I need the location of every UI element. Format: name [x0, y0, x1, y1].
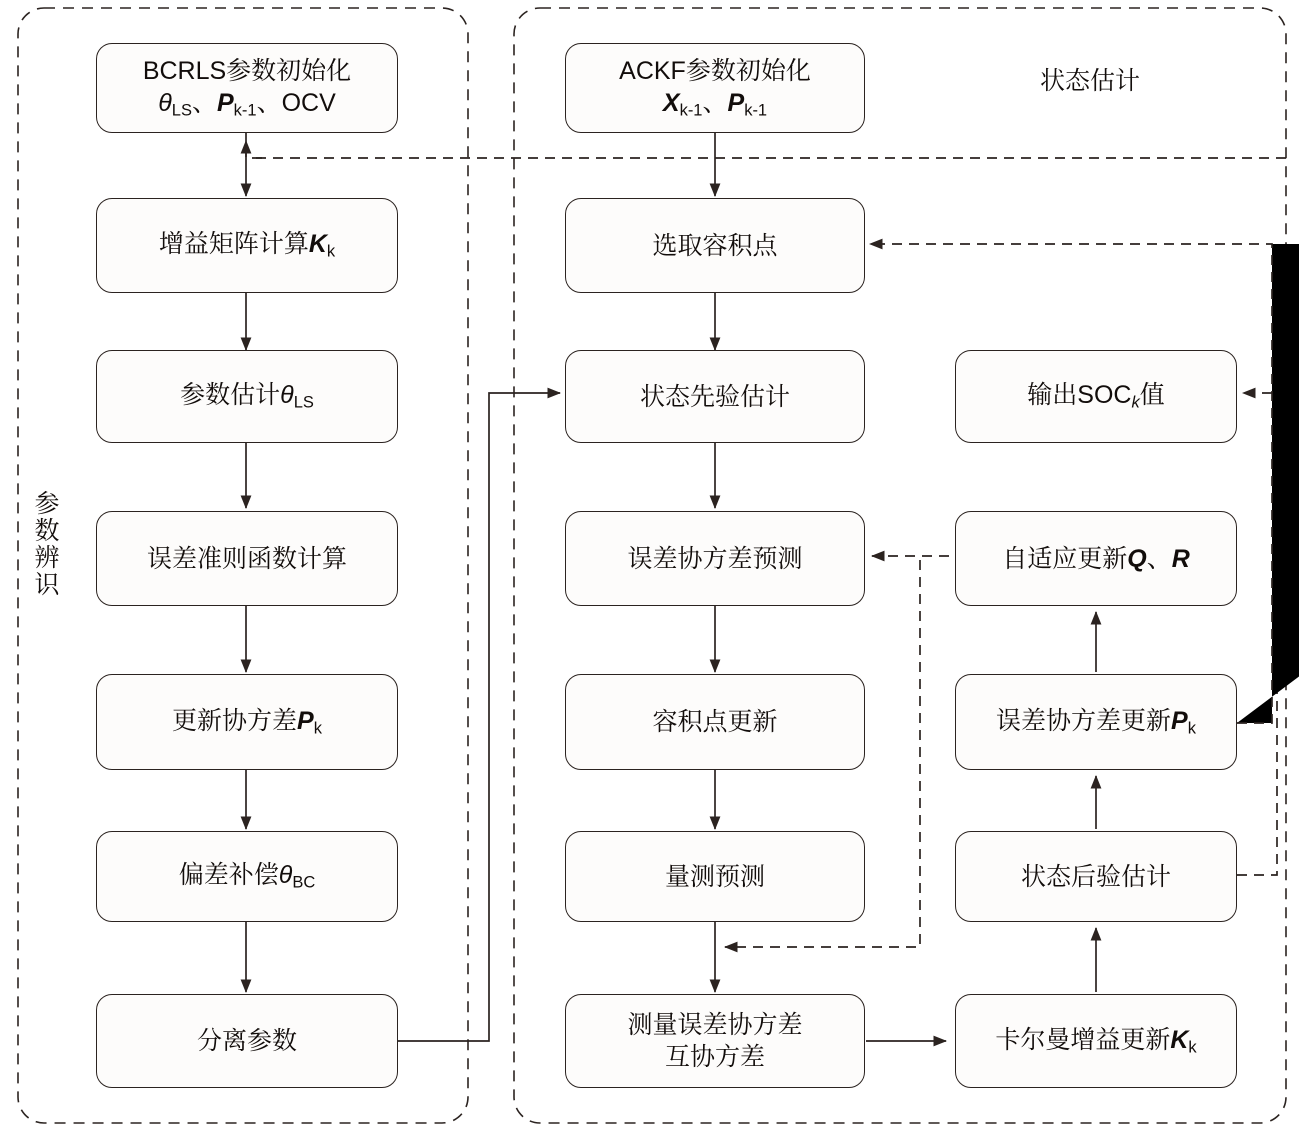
node-gain-matrix-text: 增益矩阵计算$K_k$ [158, 230, 336, 261]
node-separate-parameters[interactable] [96, 994, 398, 1088]
node-posterior-state-estimate-text: 状态后验估计 [1020, 862, 1171, 891]
node-prior-state-estimate[interactable] [565, 350, 865, 443]
node-adaptive-update-qr-text: 自适应更新Q、R [1002, 544, 1190, 573]
node-select-cubature-points-text: 选取容积点 [652, 231, 778, 260]
node-bcrls-init-text: BCRLS参数初始化 $\theta_{LS}$、$P_{k-1}$、OCV [142, 56, 352, 120]
node-cubature-point-update-text: 容积点更新 [652, 708, 778, 736]
node-error-criterion[interactable] [96, 511, 398, 606]
node-covariance-update[interactable] [955, 674, 1237, 770]
node-posterior-state-estimate[interactable] [955, 831, 1237, 922]
node-param-estimate[interactable] [96, 350, 398, 443]
node-measurement-covariance-text: 测量误差协方差 互协方差 [627, 1011, 803, 1071]
node-bias-compensation[interactable] [96, 831, 398, 922]
node-bcrls-init[interactable] [96, 43, 398, 133]
node-prior-state-estimate-text: 状态先验估计 [639, 382, 790, 411]
node-param-estimate-text: 参数估计$\theta_{LS}$ [180, 381, 314, 412]
node-cubature-point-update[interactable] [565, 674, 865, 770]
node-measurement-prediction-text: 量测预测 [664, 862, 765, 891]
node-kalman-gain-update[interactable] [955, 994, 1237, 1088]
node-gain-matrix[interactable] [96, 198, 398, 293]
node-kalman-gain-update-text: 卡尔曼增益更新$K_k$ [995, 1025, 1197, 1057]
node-output-soc-text: 输出$SOC_k$值 [1027, 381, 1165, 412]
node-covariance-prediction[interactable] [565, 511, 865, 606]
node-select-cubature-points[interactable] [565, 198, 865, 293]
node-ackf-init[interactable] [565, 43, 865, 133]
node-ackf-init-text: ACKF参数初始化 $X_{k-1}$、$P_{k-1}$ [619, 56, 811, 120]
node-adaptive-update-qr[interactable] [955, 511, 1237, 606]
group-label-param-identification: 参数辨识 [31, 490, 59, 598]
node-bias-compensation-text: 偏差补偿$\theta_{BC}$ [178, 861, 316, 892]
node-separate-parameters-text: 分离参数 [196, 1027, 297, 1055]
node-covariance-update-text: 误差协方差更新$P_k$ [996, 706, 1196, 738]
node-measurement-prediction[interactable] [565, 831, 865, 922]
node-measurement-covariance[interactable] [565, 994, 865, 1088]
node-update-covariance-text: 更新协方差$P_k$ [172, 706, 322, 738]
group-label-state-estimation: 状态估计 [1040, 67, 1141, 95]
node-output-soc[interactable] [955, 350, 1237, 443]
node-covariance-prediction-text: 误差协方差预测 [627, 544, 803, 573]
node-error-criterion-text: 误差准则函数计算 [146, 544, 347, 573]
node-update-covariance[interactable] [96, 674, 398, 770]
